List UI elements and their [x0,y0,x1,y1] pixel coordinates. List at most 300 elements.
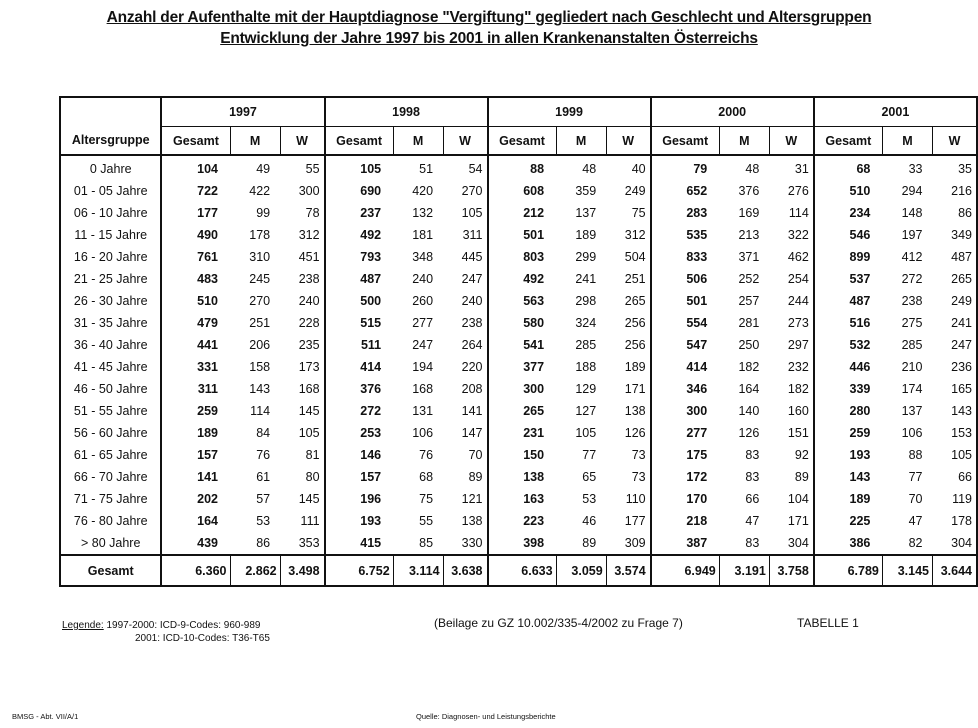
value-cell-w: 309 [624,536,646,550]
value-cell-m: 85 [419,536,434,550]
value-cell-m: 76 [256,448,271,462]
value-cell-gesamt: 554 [651,312,720,334]
value-cell-w: 145 [298,492,320,506]
total-cell-w: 3.498 [280,555,324,586]
title-line-1: Anzahl der Aufenthalte mit der Hauptdiagnose "Vergiftung" gegliedert nach Geschlecht und Altersgruppen [106,9,872,26]
total-row [60,555,977,586]
total-cell-w: 3.574 [606,555,650,586]
total-cell-gesamt: 6.789 [814,555,883,586]
value-cell-gesamt: 88 [488,155,557,180]
value-cell-m: 298 [575,294,597,308]
value-cell-gesamt: 189 [161,422,230,444]
value-cell-m: 88 [908,448,923,462]
age-group-cell: 61 - 65 Jahre [60,444,161,466]
value-cell-w: 165 [951,382,972,396]
value-cell-gesamt: 415 [325,532,394,555]
attachment-note: (Beilage zu GZ 10.002/335-4/2002 zu Frage 7) [434,616,683,630]
value-cell-m: 48 [745,162,760,176]
value-cell-gesamt: 483 [161,268,230,290]
value-cell-m: 181 [412,228,434,242]
value-cell-w: 73 [631,448,646,462]
value-cell-m: 245 [249,272,271,286]
value-cell-gesamt: 479 [161,312,230,334]
table-row [60,155,977,180]
value-cell-gesamt: 105 [325,155,394,180]
value-cell-gesamt: 280 [814,400,883,422]
age-group-cell: 41 - 45 Jahre [60,356,161,378]
value-cell-m: 84 [256,426,271,440]
value-cell-gesamt: 414 [651,356,720,378]
value-cell-w: 238 [461,316,483,330]
value-cell-w: 349 [951,228,972,242]
value-cell-w: 353 [298,536,320,550]
total-cell-gesamt: 6.752 [325,555,394,586]
value-cell-m: 422 [249,184,271,198]
table-row [60,422,977,444]
value-cell-w: 241 [951,316,972,330]
value-cell-w: 251 [624,272,646,286]
value-cell-w: 110 [625,492,646,506]
value-cell-gesamt: 803 [488,246,557,268]
value-cell-m: 51 [419,162,434,176]
age-group-cell: 46 - 50 Jahre [60,378,161,400]
value-cell-w: 240 [298,294,320,308]
value-cell-gesamt: 793 [325,246,394,268]
value-cell-gesamt: 833 [651,246,720,268]
value-cell-m: 164 [738,382,760,396]
value-cell-m: 49 [256,162,271,176]
value-cell-w: 145 [298,404,320,418]
table-row [60,268,977,290]
age-group-cell: 16 - 20 Jahre [60,246,161,268]
value-cell-m: 83 [745,470,760,484]
value-cell-m: 412 [901,250,923,264]
value-cell-gesamt: 537 [814,268,883,290]
sub-header-gesamt: Gesamt [814,127,883,156]
value-cell-w: 238 [298,272,320,286]
value-cell-m: 47 [745,514,760,528]
value-cell-gesamt: 331 [161,356,230,378]
value-cell-m: 182 [738,360,760,374]
sub-header-gesamt: Gesamt [325,127,394,156]
value-cell-w: 121 [461,492,483,506]
year-header: 1998 [325,97,488,127]
sub-header-w: W [769,127,813,156]
value-cell-w: 160 [787,404,809,418]
value-cell-w: 300 [298,184,320,198]
value-cell-m: 105 [575,426,597,440]
value-cell-w: 276 [787,184,809,198]
value-cell-gesamt: 563 [488,290,557,312]
table-row [60,444,977,466]
value-cell-gesamt: 212 [488,202,557,224]
value-cell-m: 241 [575,272,597,286]
value-cell-w: 105 [951,448,972,462]
value-cell-m: 131 [412,404,434,418]
value-cell-gesamt: 446 [814,356,883,378]
value-cell-w: 143 [951,404,972,418]
value-cell-m: 48 [582,162,597,176]
value-cell-w: 104 [787,492,809,506]
value-cell-w: 312 [624,228,646,242]
total-cell-m: 2.862 [230,555,280,586]
value-cell-m: 75 [419,492,434,506]
value-cell-w: 264 [461,338,483,352]
value-cell-m: 420 [412,184,434,198]
sub-header-row [60,127,977,156]
value-cell-w: 236 [951,360,972,374]
value-cell-m: 158 [249,360,271,374]
total-cell-m: 3.059 [556,555,606,586]
value-cell-w: 312 [298,228,320,242]
value-cell-gesamt: 143 [814,466,883,488]
value-cell-gesamt: 237 [325,202,394,224]
title-line-2: Entwicklung der Jahre 1997 bis 2001 in allen Krankenanstalten Österreichs [220,30,758,47]
value-cell-gesamt: 547 [651,334,720,356]
table-row [60,290,977,312]
value-cell-m: 143 [249,382,271,396]
sub-header-gesamt: Gesamt [488,127,557,156]
value-cell-gesamt: 580 [488,312,557,334]
value-cell-gesamt: 283 [651,202,720,224]
value-cell-w: 86 [958,206,972,220]
age-group-header: Altersgruppe [60,127,161,156]
value-cell-m: 310 [249,250,271,264]
value-cell-gesamt: 501 [488,224,557,246]
value-cell-m: 189 [575,228,597,242]
value-cell-m: 127 [575,404,597,418]
total-cell-gesamt: 6.949 [651,555,720,586]
value-cell-w: 75 [631,206,646,220]
value-cell-gesamt: 170 [651,488,720,510]
value-cell-gesamt: 225 [814,510,883,532]
footer-department: BMSG - Abt. VII/A/1 [12,712,79,721]
value-cell-m: 55 [419,514,434,528]
value-cell-m: 281 [738,316,760,330]
value-cell-w: 240 [461,294,483,308]
age-group-cell: 01 - 05 Jahre [60,180,161,202]
value-cell-m: 257 [738,294,760,308]
value-cell-m: 82 [908,536,923,550]
value-cell-gesamt: 510 [161,290,230,312]
value-cell-gesamt: 346 [651,378,720,400]
value-cell-w: 256 [624,316,646,330]
value-cell-m: 53 [256,514,271,528]
value-cell-w: 92 [794,448,809,462]
value-cell-w: 138 [624,404,646,418]
value-cell-w: 273 [787,316,809,330]
value-cell-w: 249 [951,294,972,308]
value-cell-m: 148 [901,206,923,220]
value-cell-gesamt: 146 [325,444,394,466]
value-cell-m: 77 [908,470,923,484]
value-cell-gesamt: 104 [161,155,230,180]
value-cell-gesamt: 532 [814,334,883,356]
value-cell-m: 285 [575,338,597,352]
value-cell-m: 86 [256,536,271,550]
value-cell-m: 324 [575,316,597,330]
value-cell-gesamt: 253 [325,422,394,444]
sub-header-w: W [932,127,977,156]
total-cell-m: 3.145 [882,555,932,586]
value-cell-gesamt: 265 [488,400,557,422]
value-cell-gesamt: 439 [161,532,230,555]
value-cell-w: 249 [624,184,646,198]
age-group-cell: 31 - 35 Jahre [60,312,161,334]
legend [62,620,270,644]
value-cell-gesamt: 515 [325,312,394,334]
value-cell-m: 206 [249,338,271,352]
value-cell-gesamt: 272 [325,400,394,422]
total-cell-gesamt: 6.360 [161,555,230,586]
value-cell-w: 89 [794,470,809,484]
value-cell-w: 105 [298,426,320,440]
table-row [60,180,977,202]
value-cell-w: 304 [951,536,972,550]
legend-line-1: 1997-2000: ICD-9-Codes: 960-989 [103,620,261,631]
value-cell-m: 240 [412,272,434,286]
value-cell-m: 178 [249,228,271,242]
table-row [60,224,977,246]
value-cell-w: 66 [958,470,972,484]
value-cell-m: 272 [901,272,923,286]
value-cell-gesamt: 234 [814,202,883,224]
total-cell-w: 3.638 [443,555,487,586]
value-cell-gesamt: 722 [161,180,230,202]
value-cell-w: 189 [624,360,646,374]
sub-header-w: W [606,127,650,156]
value-cell-gesamt: 164 [161,510,230,532]
value-cell-gesamt: 487 [814,290,883,312]
value-cell-gesamt: 487 [325,268,394,290]
age-group-cell: 71 - 75 Jahre [60,488,161,510]
table-label: TABELLE 1 [797,616,859,630]
value-cell-m: 299 [575,250,597,264]
value-cell-w: 89 [468,470,483,484]
value-cell-gesamt: 546 [814,224,883,246]
value-cell-gesamt: 218 [651,510,720,532]
year-header: 2001 [814,97,977,127]
age-group-cell: 36 - 40 Jahre [60,334,161,356]
value-cell-w: 40 [631,162,646,176]
value-cell-gesamt: 500 [325,290,394,312]
age-group-cell: 21 - 25 Jahre [60,268,161,290]
value-cell-w: 182 [787,382,809,396]
sub-header-m: M [719,127,769,156]
value-cell-w: 228 [298,316,320,330]
value-cell-w: 171 [624,382,646,396]
value-cell-w: 177 [624,514,646,528]
value-cell-gesamt: 339 [814,378,883,400]
value-cell-w: 445 [461,250,483,264]
value-cell-gesamt: 193 [325,510,394,532]
value-cell-w: 265 [624,294,646,308]
value-cell-gesamt: 259 [161,400,230,422]
value-cell-m: 270 [249,294,271,308]
value-cell-gesamt: 300 [488,378,557,400]
value-cell-gesamt: 231 [488,422,557,444]
value-cell-m: 77 [582,448,597,462]
value-cell-m: 251 [249,316,271,330]
value-cell-w: 141 [461,404,483,418]
value-cell-m: 247 [412,338,434,352]
data-table [59,96,978,587]
corner-cell [60,97,161,127]
value-cell-w: 451 [298,250,320,264]
value-cell-w: 235 [298,338,320,352]
value-cell-w: 216 [951,184,972,198]
value-cell-w: 78 [305,206,320,220]
value-cell-w: 80 [305,470,320,484]
value-cell-gesamt: 511 [325,334,394,356]
value-cell-w: 178 [951,514,972,528]
legend-label: Legende: [62,620,104,631]
value-cell-gesamt: 652 [651,180,720,202]
table-row [60,246,977,268]
value-cell-gesamt: 387 [651,532,720,555]
value-cell-m: 238 [901,294,923,308]
value-cell-m: 376 [738,184,760,198]
value-cell-gesamt: 150 [488,444,557,466]
value-cell-w: 73 [631,470,646,484]
value-cell-m: 65 [582,470,597,484]
year-header: 2000 [651,97,814,127]
value-cell-gesamt: 177 [161,202,230,224]
value-cell-w: 70 [468,448,483,462]
value-cell-m: 359 [575,184,597,198]
value-cell-gesamt: 492 [488,268,557,290]
value-cell-gesamt: 196 [325,488,394,510]
value-cell-gesamt: 68 [814,155,883,180]
value-cell-m: 83 [745,536,760,550]
value-cell-gesamt: 510 [814,180,883,202]
value-cell-m: 47 [908,514,923,528]
sub-header-m: M [230,127,280,156]
value-cell-w: 114 [788,206,809,220]
value-cell-gesamt: 761 [161,246,230,268]
age-group-cell: > 80 Jahre [60,532,161,555]
value-cell-w: 126 [624,426,646,440]
age-group-cell: 26 - 30 Jahre [60,290,161,312]
value-cell-w: 247 [461,272,483,286]
value-cell-w: 151 [787,426,809,440]
age-group-cell: 56 - 60 Jahre [60,422,161,444]
value-cell-m: 275 [901,316,923,330]
value-cell-m: 250 [738,338,760,352]
table-row [60,334,977,356]
value-cell-m: 33 [908,162,923,176]
total-cell-gesamt: 6.633 [488,555,557,586]
value-cell-m: 129 [575,382,597,396]
value-cell-gesamt: 376 [325,378,394,400]
value-cell-gesamt: 535 [651,224,720,246]
value-cell-gesamt: 175 [651,444,720,466]
table-row [60,312,977,334]
value-cell-m: 68 [419,470,434,484]
value-cell-m: 66 [745,492,760,506]
year-header: 1999 [488,97,651,127]
value-cell-m: 126 [738,426,760,440]
value-cell-m: 132 [412,206,434,220]
value-cell-gesamt: 138 [488,466,557,488]
table-row [60,378,977,400]
value-cell-m: 213 [738,228,760,242]
sub-header-m: M [393,127,443,156]
value-cell-w: 35 [958,162,972,176]
total-cell-w: 3.644 [932,555,977,586]
sub-header-gesamt: Gesamt [651,127,720,156]
value-cell-w: 330 [461,536,483,550]
value-cell-w: 54 [468,162,483,176]
value-cell-m: 260 [412,294,434,308]
value-cell-gesamt: 690 [325,180,394,202]
value-cell-w: 220 [461,360,483,374]
table-row [60,356,977,378]
sub-header-m: M [556,127,606,156]
year-header-row [60,97,977,127]
value-cell-m: 114 [250,404,271,418]
table-row [60,488,977,510]
value-cell-m: 106 [901,426,923,440]
value-cell-m: 194 [412,360,434,374]
table-row [60,466,977,488]
value-cell-m: 174 [901,382,923,396]
value-cell-gesamt: 414 [325,356,394,378]
value-cell-gesamt: 259 [814,422,883,444]
value-cell-gesamt: 163 [488,488,557,510]
value-cell-m: 371 [738,250,760,264]
table-row [60,202,977,224]
sub-header-w: W [443,127,487,156]
age-group-cell: 0 Jahre [60,155,161,180]
value-cell-m: 252 [738,272,760,286]
table-row [60,532,977,555]
age-group-cell: 76 - 80 Jahre [60,510,161,532]
age-group-cell: 11 - 15 Jahre [60,224,161,246]
value-cell-w: 232 [787,360,809,374]
value-cell-m: 99 [256,206,271,220]
sub-header-w: W [280,127,324,156]
value-cell-gesamt: 506 [651,268,720,290]
value-cell-w: 247 [951,338,972,352]
value-cell-m: 285 [901,338,923,352]
value-cell-w: 504 [624,250,646,264]
value-cell-gesamt: 398 [488,532,557,555]
total-cell-m: 3.114 [393,555,443,586]
value-cell-w: 173 [298,360,320,374]
value-cell-w: 311 [462,228,483,242]
value-cell-m: 61 [256,470,271,484]
value-cell-gesamt: 441 [161,334,230,356]
value-cell-gesamt: 377 [488,356,557,378]
value-cell-w: 147 [461,426,483,440]
value-cell-gesamt: 193 [814,444,883,466]
total-cell-m: 3.191 [719,555,769,586]
value-cell-w: 171 [787,514,809,528]
value-cell-w: 55 [305,162,320,176]
value-cell-m: 70 [908,492,923,506]
value-cell-m: 106 [412,426,434,440]
value-cell-gesamt: 189 [814,488,883,510]
value-cell-m: 137 [901,404,923,418]
value-cell-gesamt: 202 [161,488,230,510]
value-cell-m: 348 [412,250,434,264]
value-cell-w: 31 [794,162,809,176]
age-group-cell: 66 - 70 Jahre [60,466,161,488]
value-cell-w: 256 [624,338,646,352]
value-cell-gesamt: 490 [161,224,230,246]
value-cell-m: 57 [256,492,271,506]
